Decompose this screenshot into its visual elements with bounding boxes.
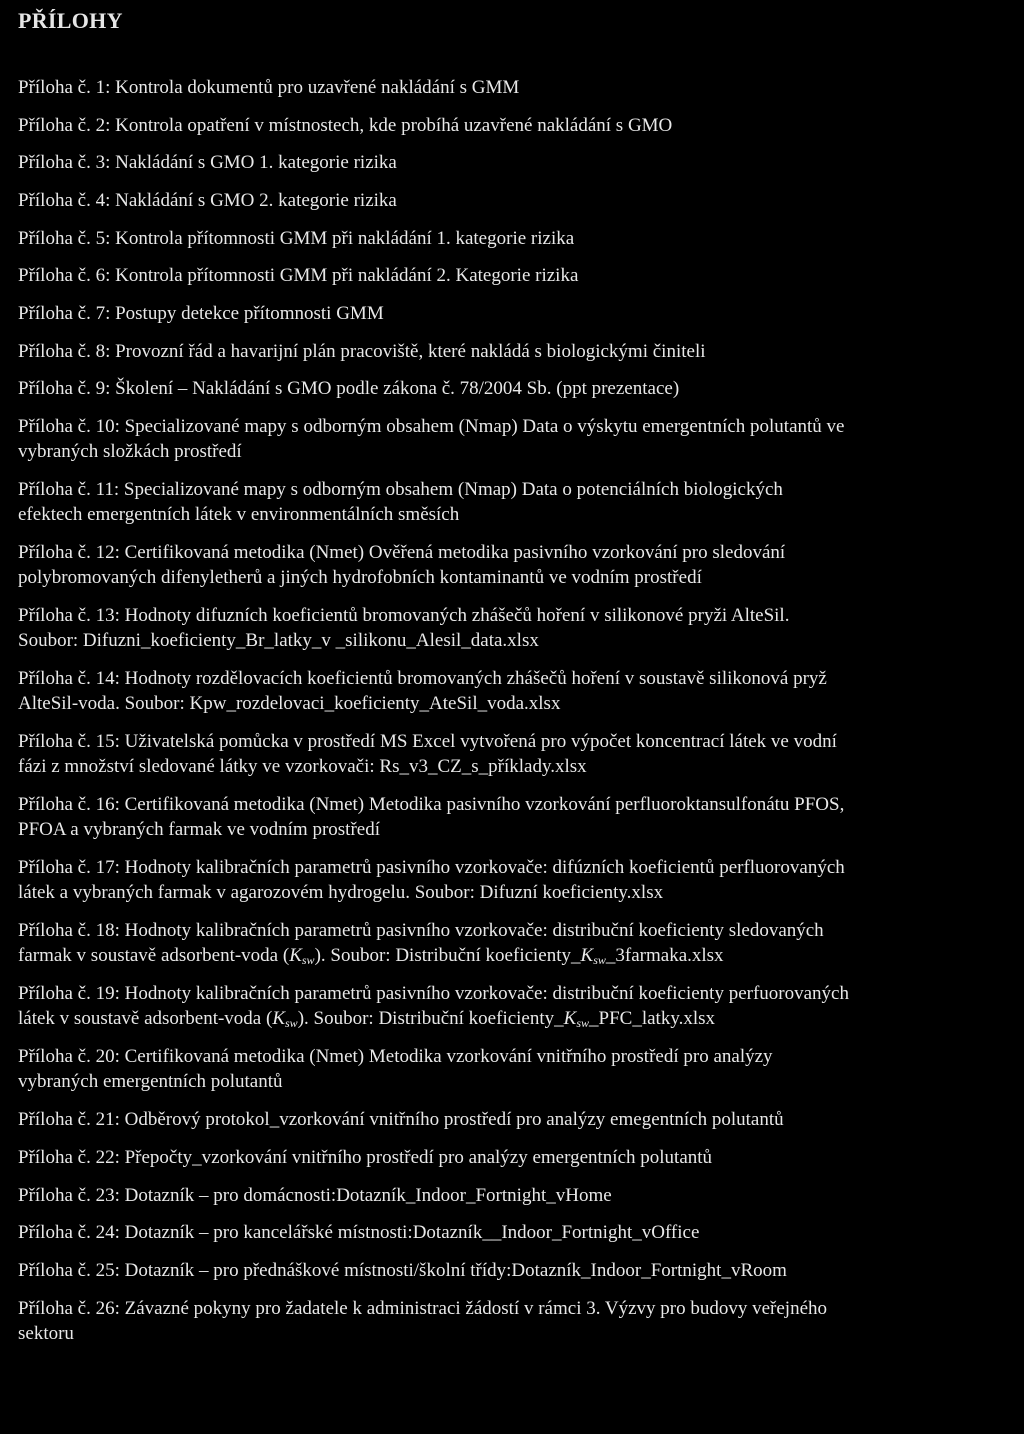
appendix-line: sektoru (18, 1323, 74, 1344)
appendix-item-20 (18, 1044, 1003, 1094)
appendix-line: AlteSil-voda. Soubor: Kpw_rozdelovaci_koeficienty_AteSil_voda.xlsx (18, 693, 561, 714)
appendix-line: Příloha č. 8: Provozní řád a havarijní plán pracoviště, které nakládá s biologickými činiteli (18, 341, 706, 362)
appendix-line: polybromovaných difenyletherů a jiných hydrofobních kontaminantů ve vodním prostředí (18, 567, 702, 588)
appendix-line: Příloha č. 13: Hodnoty difuzních koeficientů bromovaných zhášečů hoření v silikonové pryži AlteSil. (18, 605, 790, 626)
appendix-line: Soubor: Difuzni_koeficienty_Br_latky_v _silikonu_Alesil_data.xlsx (18, 630, 539, 651)
appendix-item-1 (18, 75, 1003, 100)
appendix-item-5 (18, 226, 1003, 251)
appendix-item-14 (18, 666, 1003, 716)
appendix-line: vybraných složkách prostředí (18, 441, 242, 462)
appendix-line: Příloha č. 2: Kontrola opatření v místnostech, kde probíhá uzavřené nakládání s GMO (18, 115, 673, 136)
appendix-item-10 (18, 414, 1003, 464)
appendix-line: Příloha č. 21: Odběrový protokol_vzorkování vnitřního prostředí pro analýzy emegentních polutantů (18, 1109, 784, 1130)
appendix-item-3 (18, 150, 1003, 175)
appendix-item-19 (18, 981, 1003, 1031)
appendix-item-7 (18, 301, 1003, 326)
appendix-line: PFOA a vybraných farmak ve vodním prostředí (18, 819, 380, 840)
appendix-line: Příloha č. 11: Specializované mapy s odborným obsahem (Nmap) Data o potenciálních biologických (18, 479, 783, 500)
appendix-line: látek v soustavě adsorbent-voda $(K_{sw})$. Soubor: Distribuční $koeficienty\_K_{sw}\_PFC\_latky.xlsx$ (18, 1008, 716, 1030)
appendix-item-21 (18, 1107, 1003, 1132)
appendix-line: Příloha č. 24: Dotazník – pro kancelářské místnosti:Dotazník__Indoor_Fortnight_vOffice (18, 1222, 700, 1243)
appendix-item-2 (18, 113, 1003, 138)
appendix-item-17 (18, 855, 1003, 905)
appendix-line: Příloha č. 4: Nakládání s GMO 2. kategorie rizika (18, 190, 397, 211)
appendix-line: fázi z množství sledované látky ve vzorkovači: Rs_v3_CZ_s_příklady.xlsx (18, 756, 587, 777)
appendix-line: Příloha č. 26: Závazné pokyny pro žadatele k administraci žádostí v rámci 3. Výzvy pro budovy veřejného (18, 1298, 828, 1319)
appendix-item-26 (18, 1296, 1003, 1346)
appendix-item-23 (18, 1183, 1003, 1208)
appendix-line: Příloha č. 5: Kontrola přítomnosti GMM při nakládání 1. kategorie rizika (18, 228, 575, 249)
appendix-line: Příloha č. 3: Nakládání s GMO 1. kategorie rizika (18, 152, 397, 173)
appendix-line: Příloha č. 22: Přepočty_vzorkování vnitřního prostředí pro analýzy emergentních polutantů (18, 1147, 713, 1168)
appendix-item-6 (18, 263, 1003, 288)
appendix-line: Příloha č. 12: Certifikovaná metodika (Nmet) Ověřená metodika pasivního vzorkování pro sledování (18, 542, 786, 563)
appendix-line: Příloha č. 18: Hodnoty kalibračních parametrů pasivního vzorkovače: distribuční koeficienty sledovaných (18, 920, 824, 941)
appendix-item-24 (18, 1220, 1003, 1245)
appendix-line: Příloha č. 25: Dotazník – pro přednáškové místnosti/školní třídy:Dotazník_Indoor_Fortnight_vRoom (18, 1260, 787, 1281)
page-title: PŘÍLOHY (18, 8, 123, 33)
appendix-line: Příloha č. 7: Postupy detekce přítomnosti GMM (18, 303, 384, 324)
appendix-item-13 (18, 603, 1003, 653)
appendix-item-8 (18, 339, 1003, 364)
appendix-line: Příloha č. 9: Školení – Nakládání s GMO podle zákona č. 78/2004 Sb. (ppt prezentace) (18, 378, 680, 399)
appendix-line: efektech emergentních látek v environmentálních směsích (18, 504, 460, 525)
appendix-line: Příloha č. 15: Uživatelská pomůcka v prostředí MS Excel vytvořená pro výpočet koncentrací látek ve vodní (18, 731, 837, 752)
appendix-line: Příloha č. 20: Certifikovaná metodika (Nmet) Metodika vzorkování vnitřního prostředí pro analýzy (18, 1046, 773, 1067)
appendix-line: Příloha č. 17: Hodnoty kalibračních parametrů pasivního vzorkovače: difúzních koeficientů perfluorovaných (18, 857, 845, 878)
appendix-line: Příloha č. 19: Hodnoty kalibračních parametrů pasivního vzorkovače: distribuční koeficienty perfuorovaných (18, 983, 849, 1004)
appendix-item-11 (18, 477, 1003, 527)
appendix-item-16 (18, 792, 1003, 842)
appendix-item-25 (18, 1258, 1003, 1283)
appendix-line: Příloha č. 16: Certifikovaná metodika (Nmet) Metodika pasivního vzorkování perfluoroktansulfonátu PFOS, (18, 794, 845, 815)
appendix-line: látek a vybraných farmak v agarozovém hydrogelu. Soubor: Difuzní koeficienty.xlsx (18, 882, 664, 903)
appendix-item-18 (18, 918, 1003, 968)
appendix-item-12 (18, 540, 1003, 590)
appendix-line: Příloha č. 10: Specializované mapy s odborným obsahem (Nmap) Data o výskytu emergentních polutantů ve (18, 416, 845, 437)
appendix-line: Příloha č. 14: Hodnoty rozdělovacích koeficientů bromovaných zhášečů hoření v soustavě silikonová pryž (18, 668, 827, 689)
appendix-line: vybraných emergentních polutantů (18, 1071, 283, 1092)
appendix-item-9 (18, 376, 1003, 401)
appendix-line: Příloha č. 6: Kontrola přítomnosti GMM při nakládání 2. Kategorie rizika (18, 265, 579, 286)
appendix-line: farmak v soustavě adsorbent-voda $(K_{sw})$. Soubor: Distribuční $koeficienty\_K_{sw}\_3farmaka.xlsx$ (18, 945, 724, 967)
appendix-item-4 (18, 188, 1003, 213)
appendix-line: Příloha č. 23: Dotazník – pro domácnosti:Dotazník_Indoor_Fortnight_vHome (18, 1185, 612, 1206)
appendix-line: Příloha č. 1: Kontrola dokumentů pro uzavřené nakládání s GMM (18, 77, 520, 98)
appendix-item-15 (18, 729, 1003, 779)
appendix-item-22 (18, 1145, 1003, 1170)
